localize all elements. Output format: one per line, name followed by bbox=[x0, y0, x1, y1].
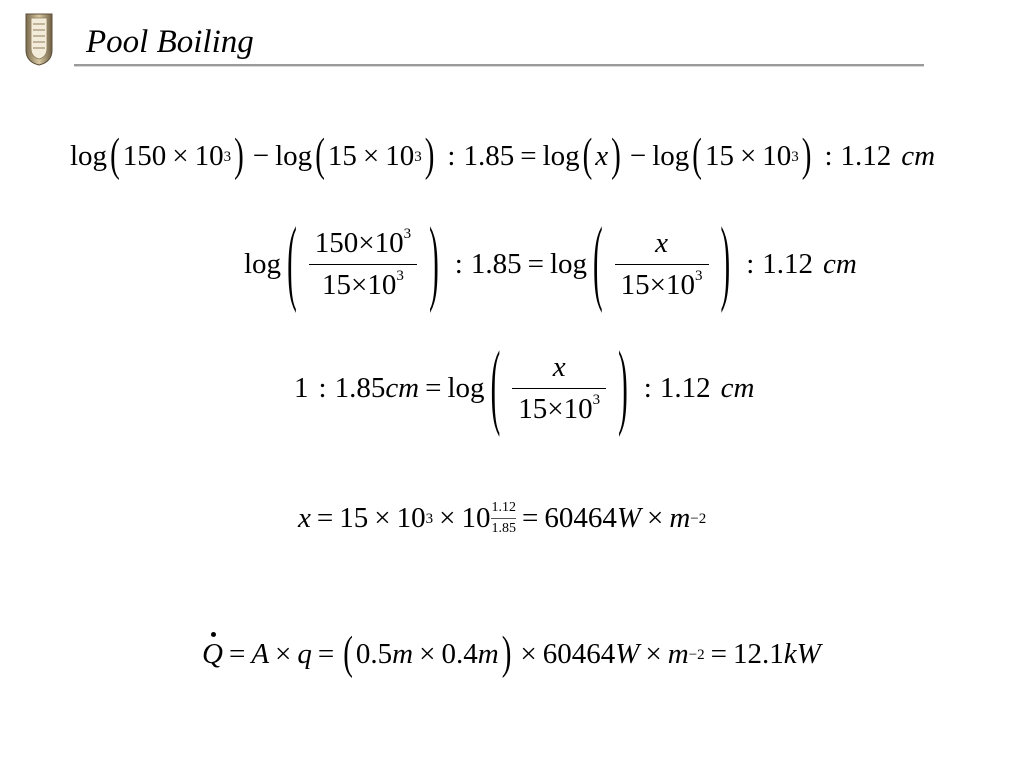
title-divider-shadow bbox=[74, 66, 924, 67]
equation-4: x = 15 × 10 3 × 10 1.12 1.85 = 60464 W × m −2 bbox=[298, 500, 707, 537]
equation-2: log ( $\frac{150\times 10^3}{15\times 10^3}$ ) : 1.85 = log ( $\frac{x}{15\times 10^3}$ ) : 1.12 cm bbox=[244, 210, 857, 316]
equation-3: 1 : 1.85 cm = log ( $\frac{x}{15\times 10^3}$ ) : 1.12 cm bbox=[294, 334, 755, 440]
fraction: $\frac{150\times 10^3}{15\times 10^3}$ bbox=[309, 226, 417, 303]
fraction: $\frac{x}{15\times 10^3}$ bbox=[615, 226, 709, 303]
university-logo-icon bbox=[24, 10, 54, 66]
exponent-fraction: 1.12 1.85 bbox=[491, 500, 516, 537]
equation-5: Q = A × q = ( 0.5 m × 0.4 m ) × 60464 W × m −2 = 12.1 kW bbox=[202, 628, 821, 680]
fraction: $\frac{x}{15\times 10^3}$ bbox=[512, 350, 606, 427]
equation-1: log ( 150 × 10 3 ) − log ( 15 × 10 3 ) : 1.85 = log ( x ) − log ( 15 × 10 3 ) : 1.12 cm bbox=[70, 130, 936, 182]
slide-title: Pool Boiling bbox=[86, 24, 254, 60]
